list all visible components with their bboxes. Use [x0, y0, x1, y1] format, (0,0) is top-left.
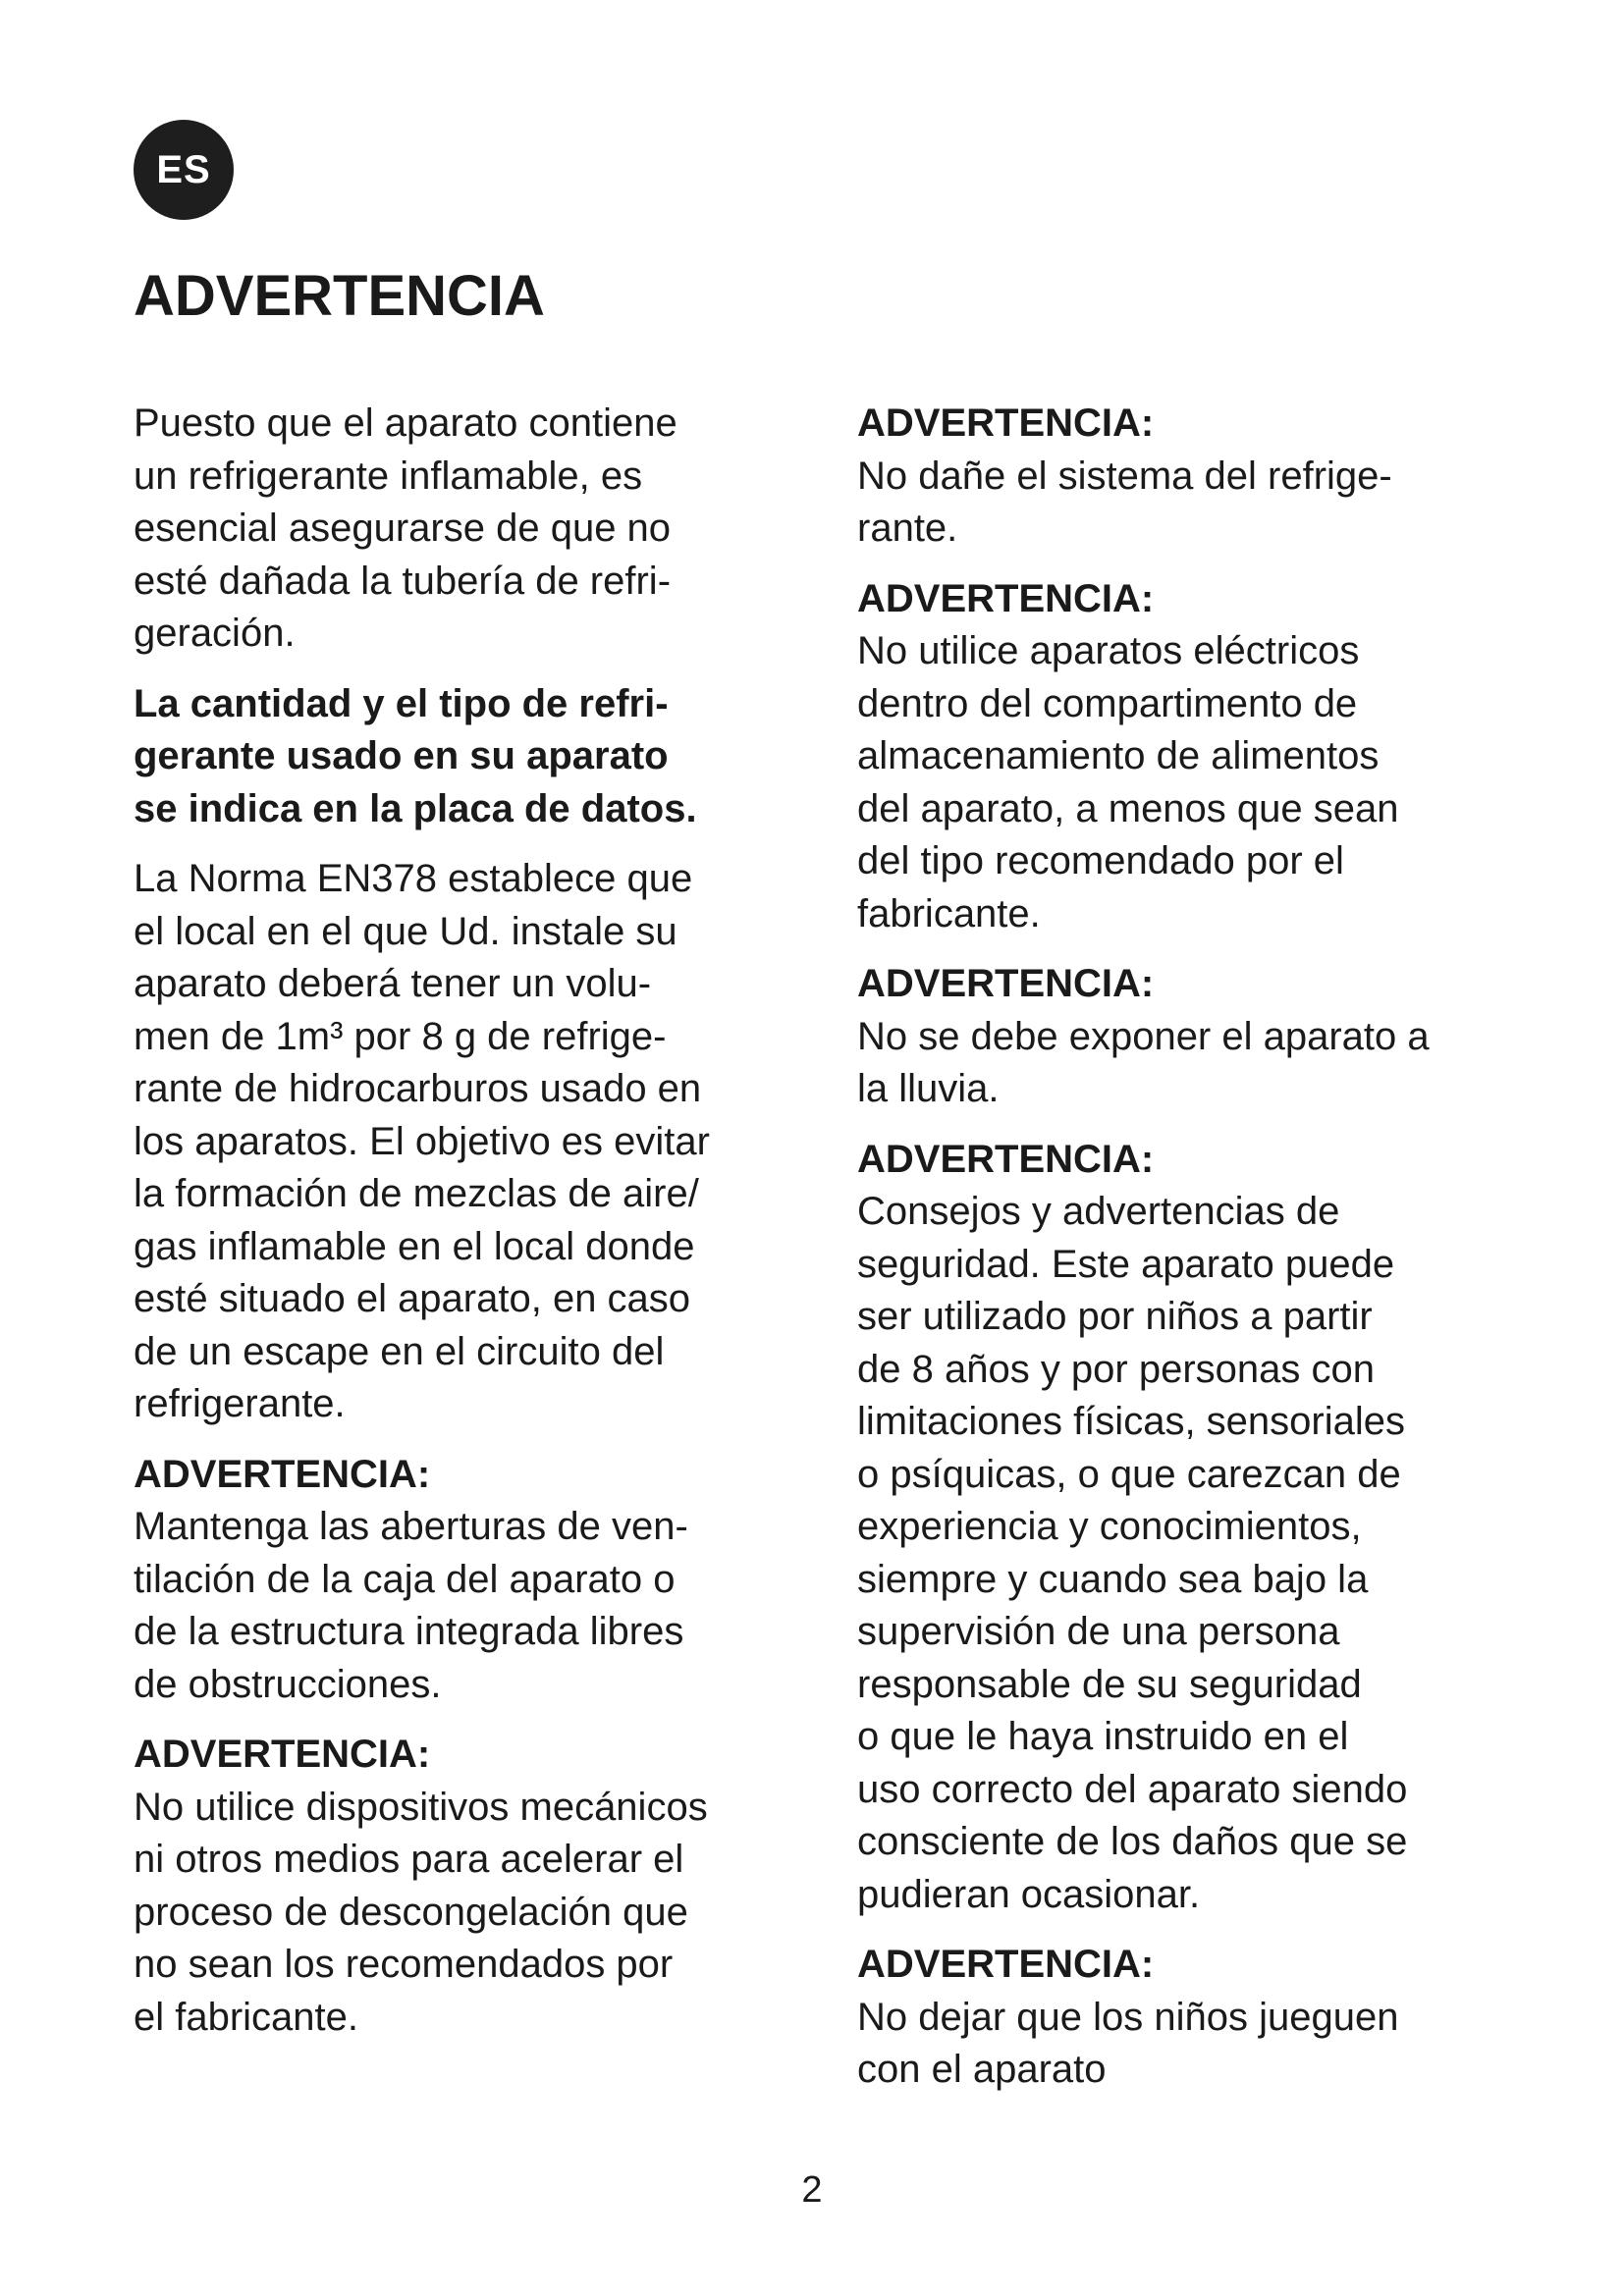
right-column — [857, 398, 1525, 2114]
warning-heading: ADVERTENCIA: — [134, 1733, 431, 1776]
warning-defrost-text: No utilice dispositivos mecánicos ni otros medios para acelerar el proceso de descongelación que no sean los recomendados por el fabricante. — [134, 1785, 708, 2039]
warning-heading: ADVERTENCIA: — [857, 1137, 1155, 1181]
warning-heading: ADVERTENCIA: — [857, 962, 1155, 1005]
page-title: ADVERTENCIA — [134, 264, 545, 328]
warning-heading: ADVERTENCIA: — [857, 1943, 1155, 1986]
warning-ventilation-text: Mantenga las aberturas de ven- tilación de la caja del aparato o de la estructura integrada libres de obstrucciones. — [134, 1505, 688, 1706]
page-number: 2 — [801, 2169, 823, 2211]
en378-paragraph: La Norma EN378 establece que el local en el que Ud. instale su aparato deberá tener un volu- men de 1m³ por 8 g de refrige- rante de hidrocarburos usado en los aparatos. El objetivo es evitar la formación de mezclas de aire/ gas inflamable en el local donde esté situado el aparato, en caso de un escape en el circuito del refrigerante. — [134, 857, 710, 1425]
intro-paragraph: Puesto que el aparato contiene un refrigerante inflamable, es esencial asegurarse de que no esté dañada la tubería de refri- geración. — [134, 401, 677, 655]
warning-rain-text: No se debe exponer el aparato a la lluvia. — [857, 1014, 1430, 1110]
refrigerant-info-paragraph: La cantidad y el tipo de refri- gerante usado en su aparato se indica en la placa de datos. — [134, 681, 697, 830]
warning-heading: ADVERTENCIA: — [857, 576, 1155, 620]
warning-safety-advice-text: Consejos y advertencias de seguridad. Este aparato puede ser utilizado por niños a partir de 8 años y por personas con limitaciones físicas, sensoriales o psíquicas, o que carezcan de experiencia y conocimientos, siempre y cuando sea bajo la supervisión de una persona responsable de su seguridad o que le haya instruido en el uso correcto del aparato siendo consciente de los daños que se pudieran ocasionar. — [857, 1190, 1408, 1916]
warning-heading: ADVERTENCIA: — [134, 1452, 431, 1496]
warning-refrigerant-system-text: No dañe el sistema del refrige- rante. — [857, 454, 1392, 550]
left-column — [134, 398, 801, 2061]
warning-children-text: No dejar que los niños jueguen con el aparato — [857, 1995, 1399, 2091]
language-badge: ES — [134, 120, 234, 220]
warning-heading: ADVERTENCIA: — [857, 401, 1155, 445]
warning-electrical-appliances-text: No utilice aparatos eléctricos dentro del compartimento de almacenamiento de alimentos del aparato, a menos que sean del tipo recomendado por el fabricante. — [857, 629, 1399, 935]
